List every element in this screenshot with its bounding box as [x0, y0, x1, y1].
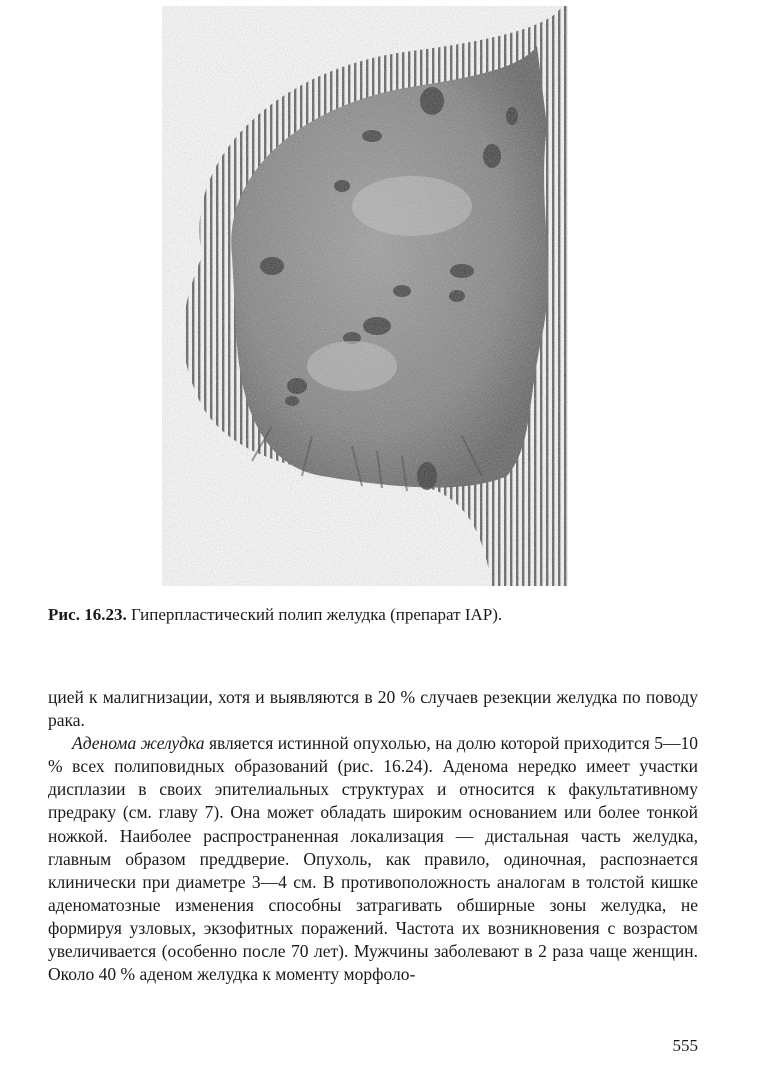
paragraph-2 — [48, 732, 698, 986]
paragraph-2-text: является истинной опухолью, на долю которой приходится 5—10 % всех полиповидных образований (рис. 16.24). Аденома нередко имеет участки дисплазии в своих эпителиальных структурах и относится к факультативному предраку (см. главу 7). Она может обладать широким основанием или более тонкой ножкой. Наиболее распространенная локализация — дистальная часть желудка, главным образом преддверие. Опухоль, как правило, одиночная, распознается клинически при диаметре 3—4 см. В противоположность аналогам в толстой кишке аденоматозные изменения способны затрагивать обширные зоны желудка, не формируя узловых, экзофитных поражений. Частота их возникновения с возрастом увеличивается (особенно после 70 лет). Мужчины заболевают в 2 раза чаще женщин. Около 40 % аденом желудка к моменту морфоло- — [48, 733, 698, 985]
page-number: 555 — [672, 1036, 698, 1055]
histology-micrograph — [162, 6, 568, 586]
figure-caption — [48, 604, 738, 626]
body-text — [48, 686, 698, 986]
figure-caption-text: Гиперпластический полип желудка (препарат IAP). — [126, 605, 503, 624]
figure-label: Рис. 16.23. — [48, 605, 127, 624]
paragraph-1: цией к малигнизации, хотя и выявляются в 20 % случаев резекции желудка по поводу рака. — [48, 687, 698, 731]
term-adenoma: Аденома желудка — [72, 733, 205, 754]
